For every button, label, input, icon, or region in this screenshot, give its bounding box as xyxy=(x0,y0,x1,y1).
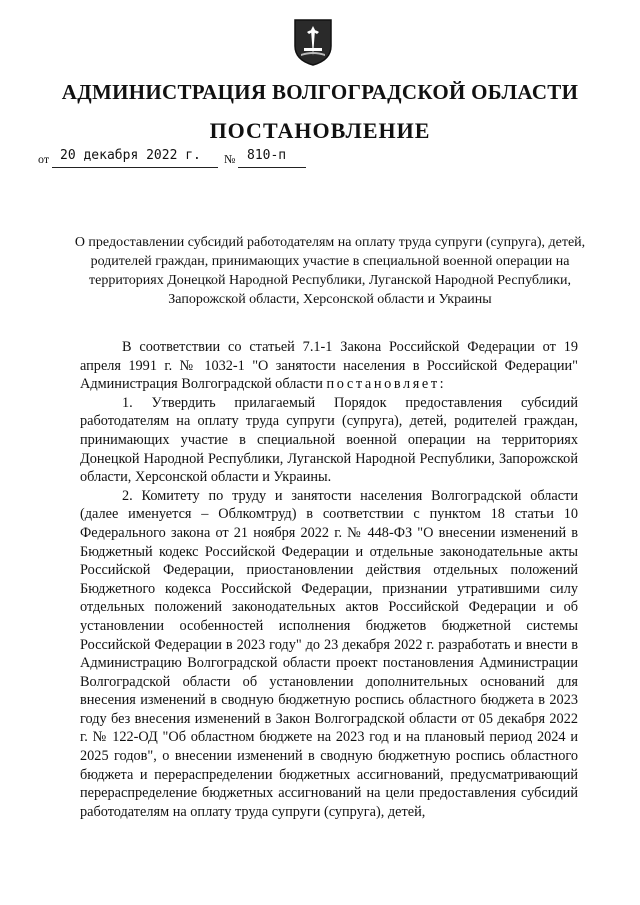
number-underline xyxy=(238,167,306,168)
item-1-paragraph: 1. Утвердить прилагаемый Порядок предоставления субсидий работодателям на оплату труда супруги (супруга), детей, родителей граждан, принимающих участие в специальной военной операции на территориях Донецкой Народной Республики, Луганской Народной Республики, Запорожской области, Херсонской области и Украины. xyxy=(80,394,578,486)
document-subject: О предоставлении субсидий работодателям на оплату труда супруги (супруга), детей, родителей граждан, принимающих участие в специальной военной операции на территориях Донецкой Народной Республики, Луганской Народной Республики, Запорожской области, Херсонской области и Украины xyxy=(74,235,586,307)
decree-word: постановляет: xyxy=(326,376,447,393)
volgograd-emblem-icon xyxy=(293,18,333,66)
document-type-title: ПОСТАНОВЛЕНИЕ xyxy=(209,118,431,143)
date-underline xyxy=(52,167,218,168)
number-prefix: № xyxy=(224,152,236,166)
document-date: 20 декабря 2022 г. xyxy=(60,148,201,163)
date-prefix: от xyxy=(38,152,50,166)
organization-name: АДМИНИСТРАЦИЯ ВОЛГОГРАДСКОЙ ОБЛАСТИ xyxy=(61,80,579,104)
item-2-paragraph: 2. Комитету по труду и занятости населения Волгоградской области (далее именуется – Облкомтруд) в соответствии с пунктом 18 статьи 10 Федерального закона от 21 ноября 2022 г. № 448-ФЗ "О внесении изменений в Бюджетный кодекс Российской Федерации и отдельные законодательные акты Российской Федерации, приостановлении действия отдельных положений Бюджетного кодекса Российской Федерации, признании утратившими силу отдельных положений законодательных актов Российской Федерации и об установлении особенностей исполнения бюджетов бюджетной системы Российской Федерации в 2023 году" до 23 декабря 2022 г. разработать и внести в Администрацию Волгоградской области проект постановления Администрации Волгоградской области об установлении дополнительных оснований для внесения изменений в сводную бюджетную роспись областного бюджета в 2023 году без внесения изменений в Закон Волгоградской области от 05 декабря 2022 г. № 122-ОД "Об областном бюджете на 2023 год и на плановый период 2024 и 2025 годов", о внесении изменений в сводную бюджетную роспись областного бюджета и перераспределении бюджетных ассигнований, предусматривающий перераспределение бюджетных ассигнований на цели предоставления субсидий работодателям на оплату труда супруги (супруга), детей, xyxy=(80,487,578,820)
document-number: 810-п xyxy=(247,148,287,163)
intro-paragraph xyxy=(80,338,578,394)
intro-text: В соответствии со статьей 7.1-1 Закона Российской Федерации от 19 апреля 1991 г. № 1032-1 "О занятости населения в Российской Федерации" Администрация Волгоградской области xyxy=(80,339,578,393)
document-body xyxy=(80,338,578,821)
